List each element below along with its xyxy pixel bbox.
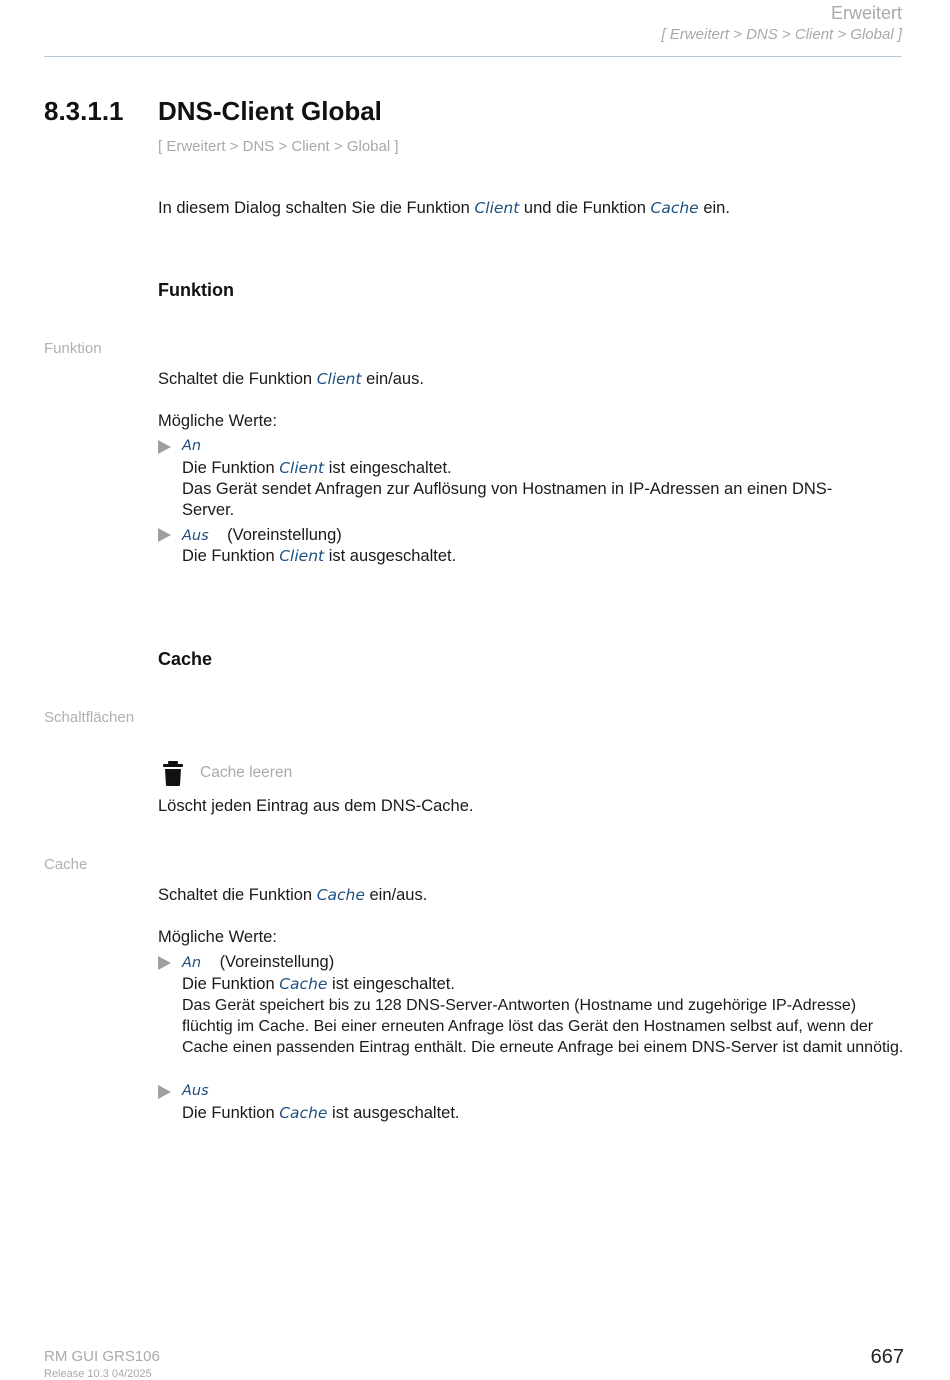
intro-text: ein. [703, 199, 730, 217]
bullet-arrow-icon [158, 956, 171, 970]
value-extra: Das Gerät sendet Anfragen zur Auflösung von Hostnamen in IP-Adressen an einen DNS-Server. [182, 480, 833, 519]
value-param: Cache [279, 1104, 328, 1122]
intro-param-cache: Cache [650, 199, 699, 217]
label-cache: Cache [44, 856, 88, 873]
value-text: ist eingeschaltet. [328, 459, 452, 477]
desc-param: Client [316, 370, 362, 388]
page-number: 667 [870, 1346, 904, 1368]
section-number: 8.3.1.1 [44, 96, 124, 126]
value-text: Die Funktion [182, 975, 275, 993]
value-text: Die Funktion [182, 547, 275, 565]
value-line [182, 458, 904, 479]
cache-clear-description: Löscht jeden Eintrag aus dem DNS-Cache. [158, 797, 474, 815]
cache-clear-button[interactable] [158, 758, 292, 788]
heading-cache: Cache [158, 649, 213, 669]
bullet-arrow-icon [158, 528, 171, 542]
header-divider [44, 56, 902, 57]
value-header [182, 526, 342, 545]
funktion-description [158, 369, 424, 390]
section-path: [ Erweitert > DNS > Client > Global ] [158, 138, 399, 155]
trash-icon [158, 758, 188, 788]
intro-text: und die Funktion [523, 199, 646, 217]
bullet-arrow-icon [158, 1085, 171, 1099]
header-chapter: Erweitert [830, 3, 902, 23]
value-name: Aus [182, 528, 209, 544]
value-line [182, 974, 904, 995]
desc-text: ein/aus. [366, 370, 424, 388]
value-name: An [182, 955, 202, 971]
footer-release: Release 10.3 04/2025 [44, 1368, 152, 1380]
value-text: ist eingeschaltet. [332, 975, 455, 993]
value-note: (Voreinstellung) [219, 953, 335, 971]
value-description [182, 458, 904, 521]
intro-text: In diesem Dialog schalten Sie die Funktion [158, 199, 470, 217]
desc-text: Schaltet die Funktion [158, 886, 313, 904]
value-extra: Das Gerät speichert bis zu 128 DNS-Server-Antworten (Hostname und zugehörige IP-Adresse) flüchtig im Cache. Bei einer erneuten Anfrage löst das Gerät den Hostnamen selbst auf, wenn der Cache einen passenden Eintrag enthält. Die erneute Anfrage bei einem DNS-Server ist damit unnötig. [182, 997, 904, 1056]
heading-funktion: Funktion [158, 280, 234, 300]
label-funktion: Funktion [44, 340, 102, 357]
funktion-values-label: Mögliche Werte: [158, 412, 277, 430]
value-param: Cache [279, 975, 328, 993]
value-text: Die Funktion [182, 1104, 275, 1122]
value-text: ist ausgeschaltet. [328, 547, 457, 565]
cache-description [158, 885, 427, 906]
cache-values-label: Mögliche Werte: [158, 928, 277, 946]
value-text: Die Funktion [182, 459, 275, 477]
intro-paragraph [158, 198, 730, 219]
intro-param-client: Client [474, 199, 520, 217]
value-param: Client [279, 459, 325, 477]
value-description [182, 1103, 904, 1124]
value-description [182, 974, 904, 1058]
value-param: Client [279, 547, 325, 565]
footer-document: RM GUI GRS106 [44, 1348, 160, 1365]
header-path: [ Erweitert > DNS > Client > Global ] [661, 26, 902, 43]
value-text: ist ausgeschaltet. [332, 1104, 460, 1122]
desc-text: Schaltet die Funktion [158, 370, 313, 388]
desc-text: ein/aus. [369, 886, 428, 904]
cache-clear-label: Cache leeren [200, 764, 293, 781]
section-title: DNS-Client Global [158, 96, 382, 126]
value-header [182, 953, 334, 972]
bullet-arrow-icon [158, 440, 171, 454]
value-name: Aus [182, 1083, 209, 1099]
value-name: An [182, 438, 202, 454]
value-description [182, 546, 904, 567]
value-note: (Voreinstellung) [227, 526, 342, 544]
label-schaltflaechen: Schaltflächen [44, 709, 135, 726]
desc-param: Cache [316, 886, 365, 904]
